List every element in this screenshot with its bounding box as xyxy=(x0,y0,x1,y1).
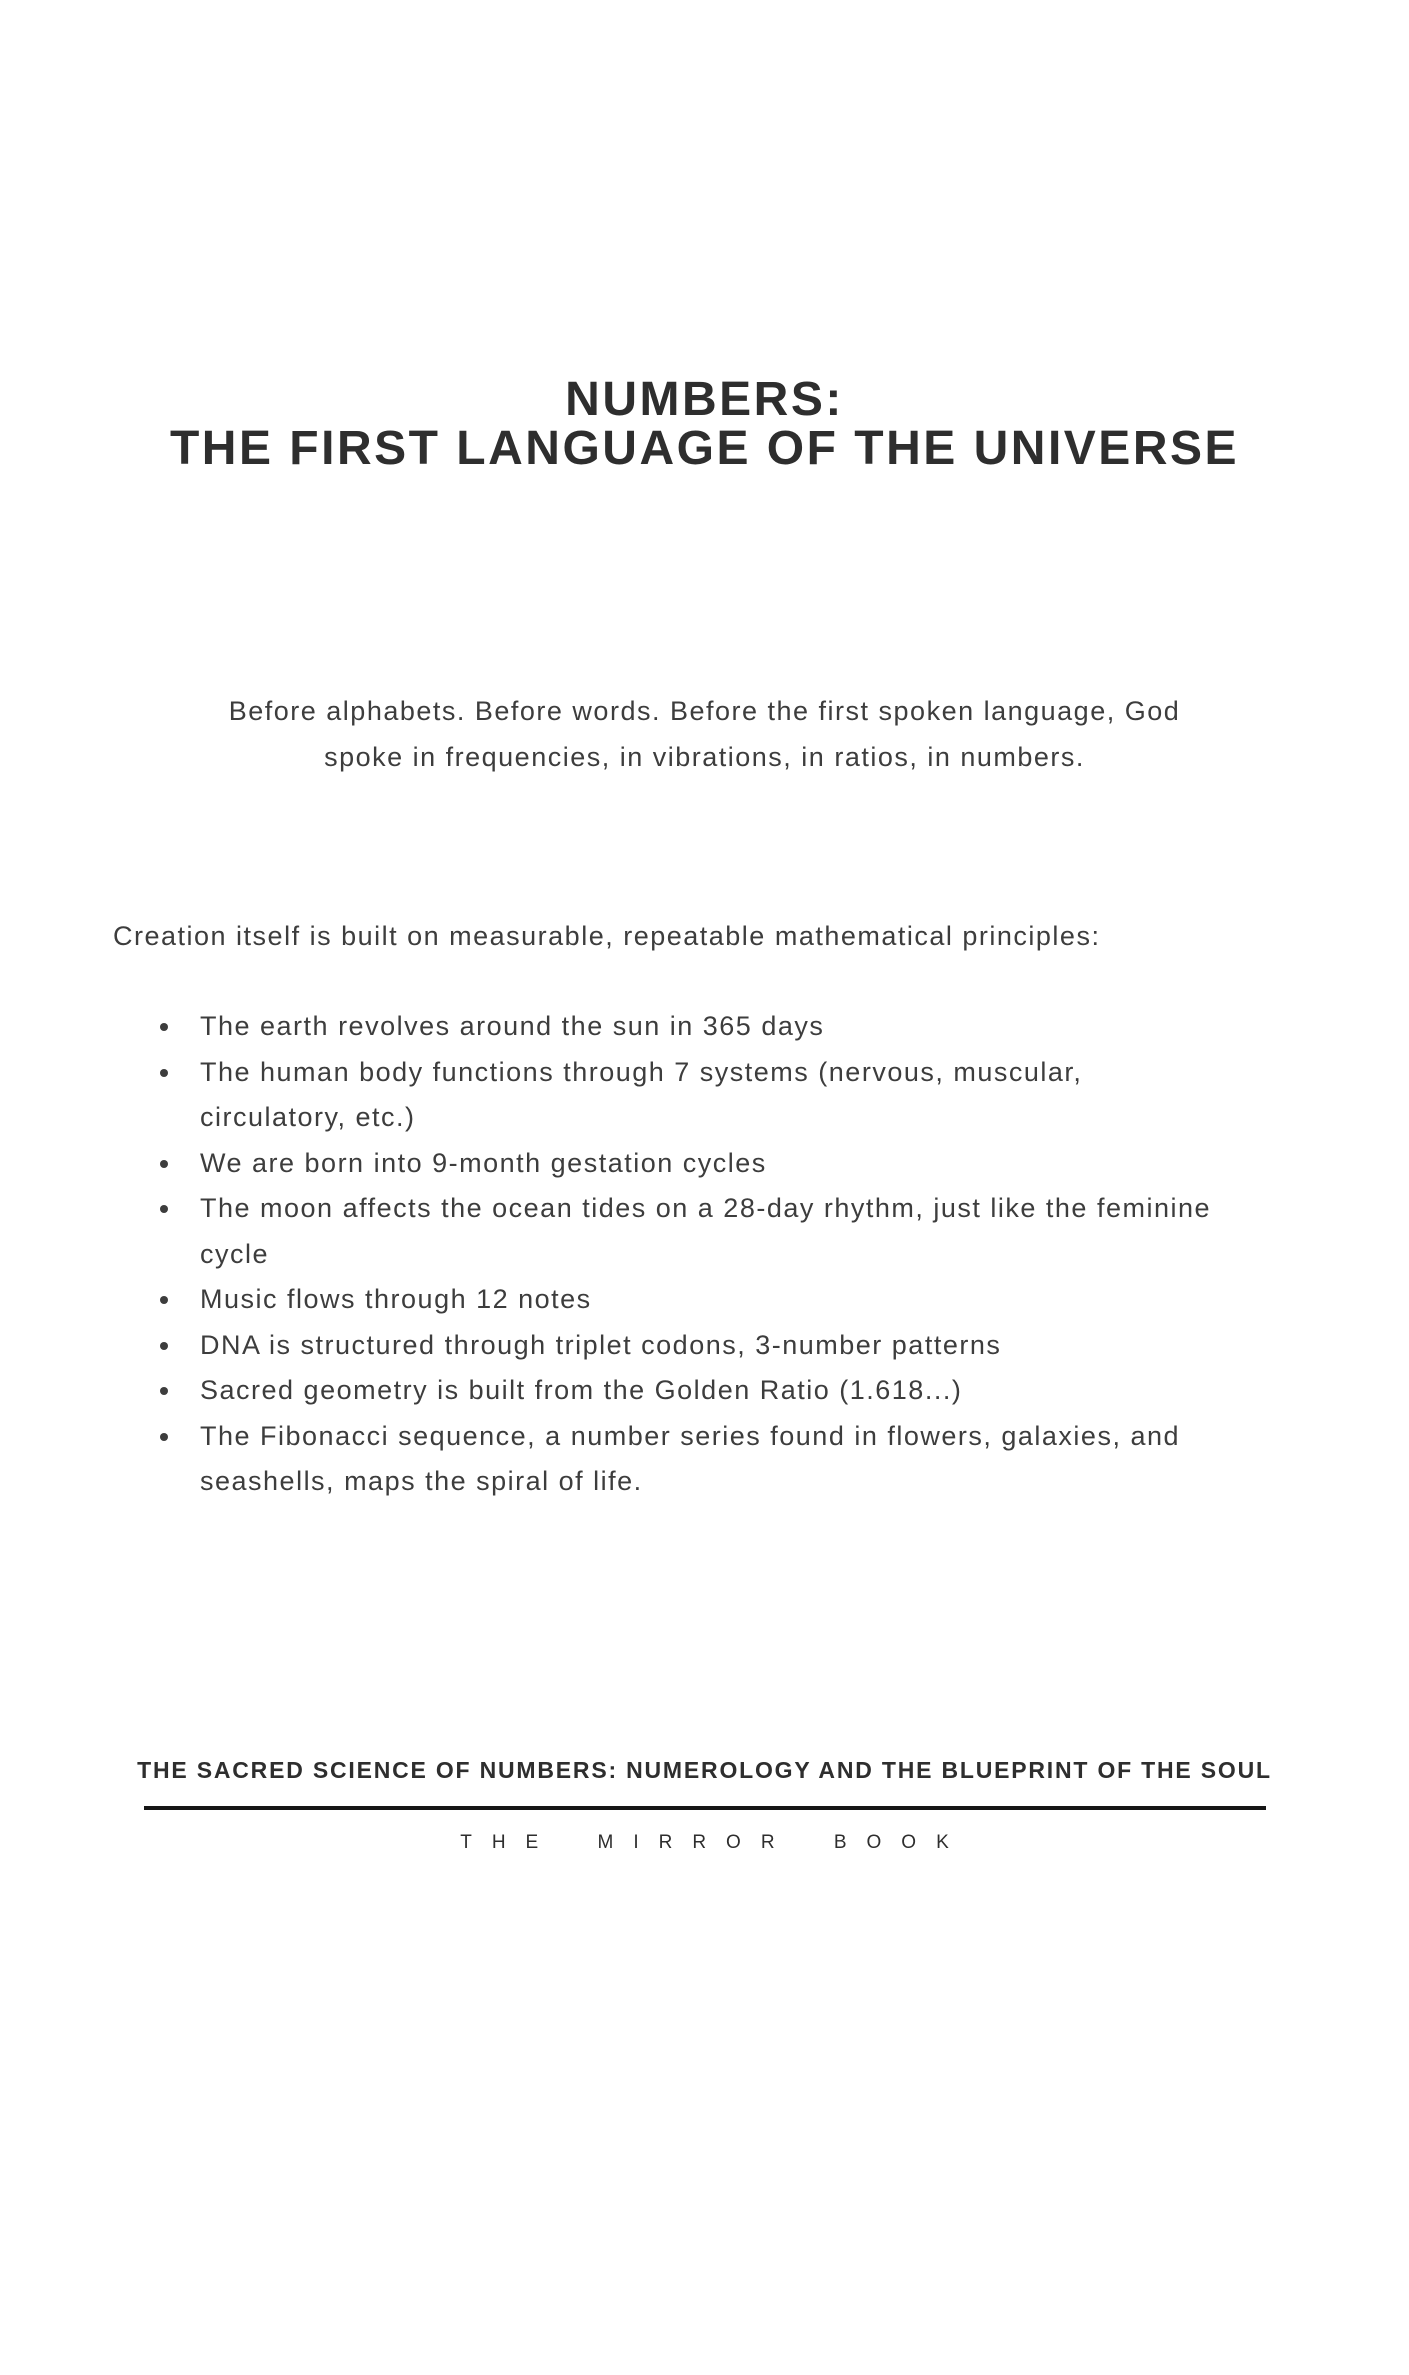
list-item xyxy=(113,1004,1215,1050)
bullet-dot-icon xyxy=(160,1069,168,1077)
lead-paragraph: Creation itself is built on measurable, repeatable mathematical principles: xyxy=(113,921,1101,951)
list-item-text: The Fibonacci sequence, a number series found in flowers, galaxies, and seashells, maps the spiral of life. xyxy=(200,1420,1180,1496)
list-item xyxy=(113,1186,1215,1277)
bullet-dot-icon xyxy=(160,1205,168,1213)
bullet-dot-icon xyxy=(160,1433,168,1441)
list-item-text: Music flows through 12 notes xyxy=(200,1284,592,1314)
book-subtitle: THE SACRED SCIENCE OF NUMBERS: NUMEROLOGY AND THE BLUEPRINT OF THE SOUL xyxy=(137,1756,1272,1783)
bullet-dot-icon xyxy=(160,1342,168,1350)
bullet-dot-icon xyxy=(160,1387,168,1395)
list-item xyxy=(113,1141,1215,1187)
bullet-dot-icon xyxy=(160,1023,168,1031)
page-footer xyxy=(0,1755,1409,1856)
principles-list xyxy=(113,1004,1296,1505)
bullet-dot-icon xyxy=(160,1160,168,1168)
page-title-line1: NUMBERS: xyxy=(565,373,844,426)
list-item-text: The human body functions through 7 systems (nervous, muscular, circulatory, etc.) xyxy=(200,1056,1083,1132)
body-section xyxy=(0,913,1409,1505)
list-item xyxy=(113,1323,1215,1369)
list-item xyxy=(113,1368,1215,1414)
page-title-line2: THE FIRST LANGUAGE OF THE UNIVERSE xyxy=(169,422,1240,475)
page-title xyxy=(0,375,1409,473)
list-item-text: The earth revolves around the sun in 365 days xyxy=(200,1011,825,1041)
list-item xyxy=(113,1414,1215,1505)
intro-quote: Before alphabets. Before words. Before the first spoken language, God spoke in frequencies, in vibrations, in ratios, in numbers. xyxy=(228,696,1181,772)
list-item-text: Sacred geometry is built from the Golden Ratio (1.618...) xyxy=(200,1375,963,1405)
brand-name: THE MIRROR BOOK xyxy=(460,1831,969,1853)
list-item xyxy=(113,1277,1215,1323)
list-item-text: The moon affects the ocean tides on a 28-day rhythm, just like the feminine cycle xyxy=(200,1193,1212,1269)
list-item xyxy=(113,1050,1215,1141)
divider-rule xyxy=(144,1806,1266,1810)
list-item-text: We are born into 9-month gestation cycles xyxy=(200,1147,767,1178)
bullet-dot-icon xyxy=(160,1296,168,1304)
list-item-text: DNA is structured through triplet codons, 3-number patterns xyxy=(200,1329,1002,1360)
document-page xyxy=(0,375,1409,2375)
